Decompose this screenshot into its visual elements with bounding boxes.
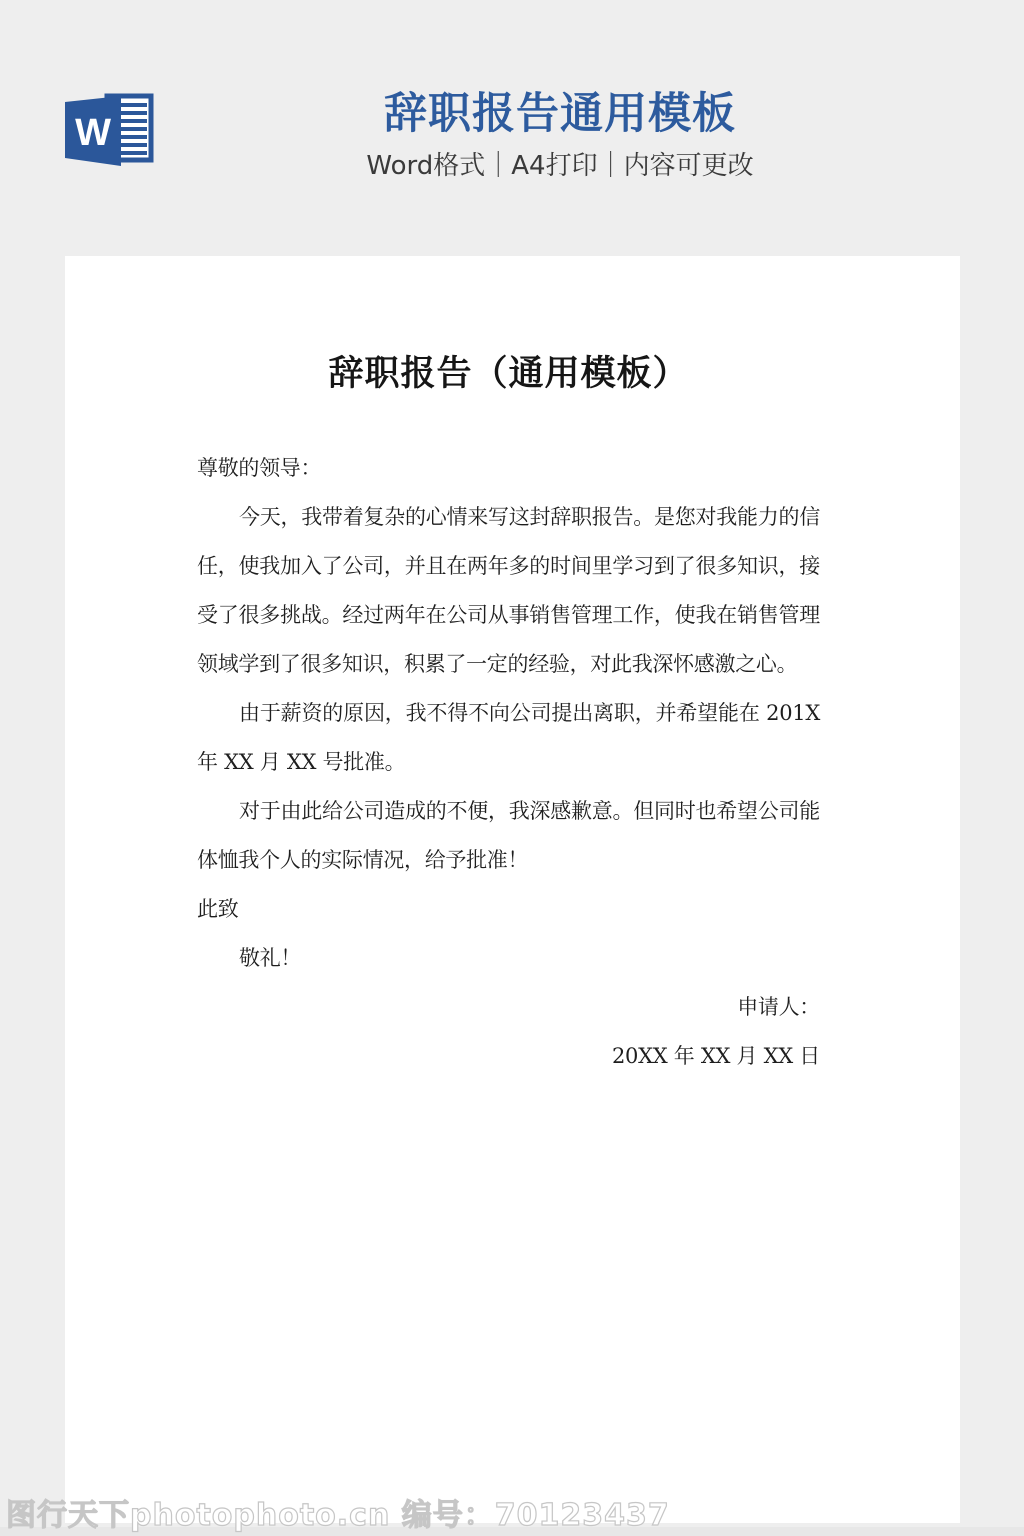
svg-text:W: W	[75, 112, 111, 154]
paragraph-2: 由于薪资的原因，我不得不向公司提出离职，并希望能在 201X 年 XX 月 XX 号批准。	[197, 701, 820, 774]
template-header	[0, 0, 1024, 256]
template-subtitle: Word格式｜A4打印｜内容可更改	[366, 151, 754, 181]
applicant-label: 申请人：	[737, 995, 820, 1019]
paragraph-1: 今天，我带着复杂的心情来写这封辞职报告。是您对我能力的信任，使我加入了公司，并且在两年多的时间里学习到了很多知识，接受了很多挑战。经过两年在公司从事销售管理工作，使我在销售管理领域学到了很多知识，积累了一定的经验，对此我深怀感激之心。	[197, 505, 820, 676]
template-title: 辞职报告通用模板	[384, 89, 736, 139]
document-body	[197, 444, 820, 1081]
salute-line: 敬礼！	[239, 946, 302, 970]
date-line: 20XX 年 XX 月 XX 日	[612, 1044, 820, 1068]
document-page	[65, 256, 960, 1523]
word-icon	[63, 92, 155, 172]
header-text-block	[96, 0, 1024, 181]
greeting-line: 尊敬的领导：	[197, 456, 322, 480]
closing-line: 此致	[197, 897, 239, 921]
paragraph-3: 对于由此给公司造成的不便，我深感歉意。但同时也希望公司能体恤我个人的实际情况，给予批准！	[197, 799, 820, 872]
document-title: 辞职报告（通用模板）	[328, 354, 689, 394]
signoff-block	[197, 983, 820, 1081]
watermark-text: 图行天下photophoto.cn 编号：70123437	[6, 1498, 670, 1533]
